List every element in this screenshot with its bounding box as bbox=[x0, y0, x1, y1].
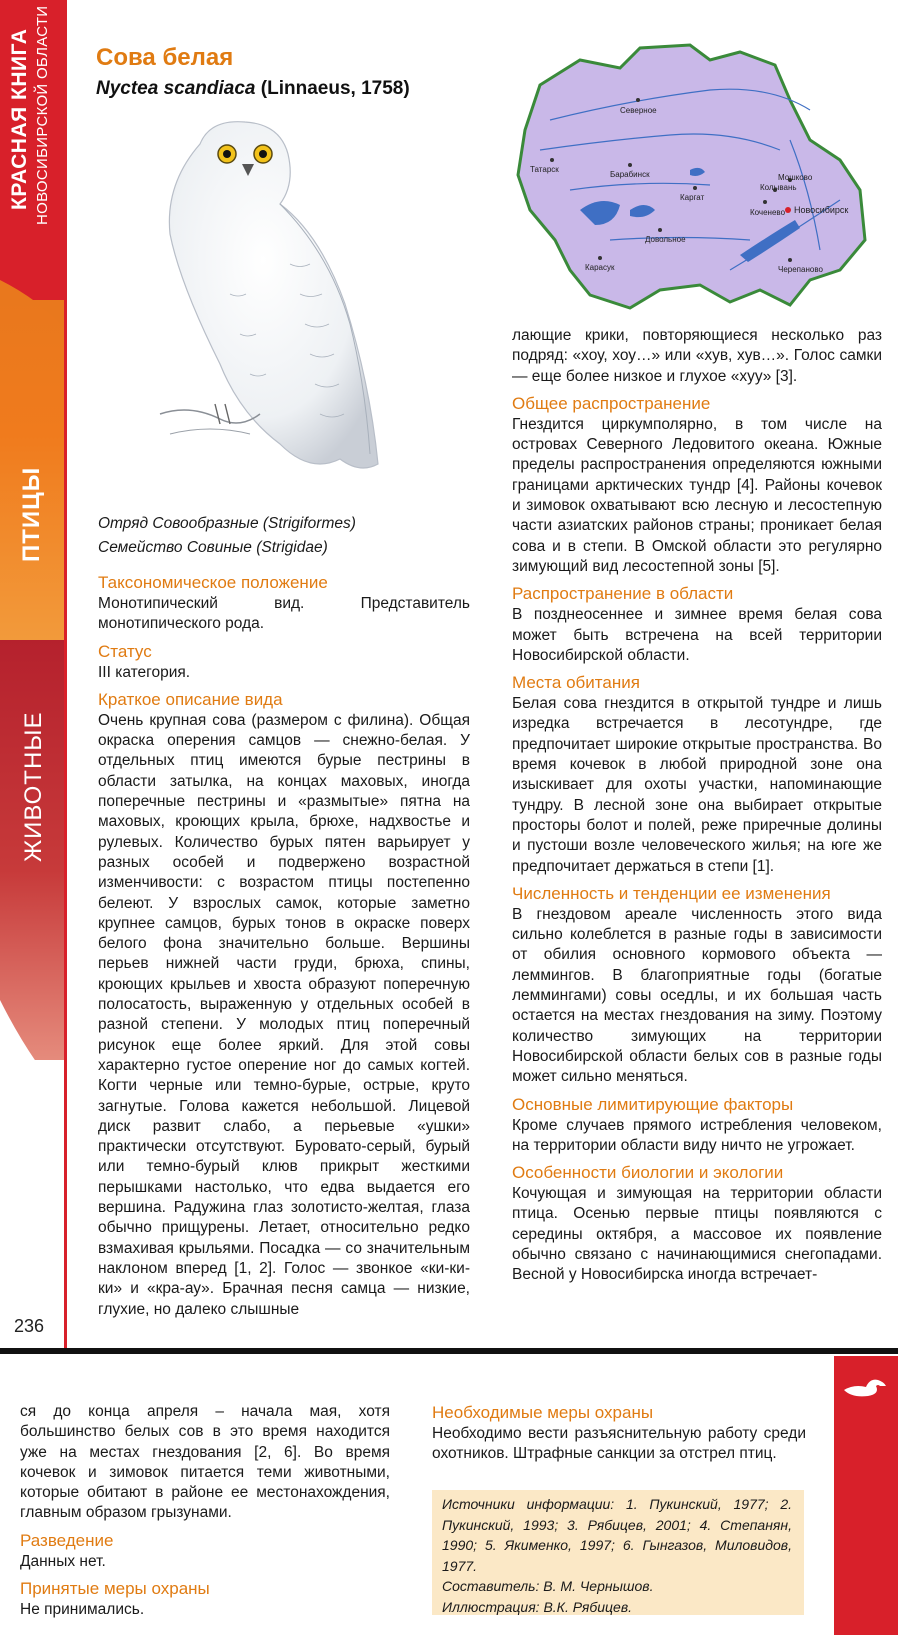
duck-icon bbox=[840, 1374, 890, 1398]
map-label-dovolnoe: Довольное bbox=[645, 235, 686, 244]
section-heading: Необходимые меры охраны bbox=[432, 1403, 654, 1422]
sources-text: Источники информации: 1. Пукинский, 1977; 2. Пукинский, 1993; 3. Рябицев, 2001; 4. Степанян, 1990; 5. Якименко, 1997; 6. Гынгазов, Миловидов, 1977. bbox=[442, 1496, 792, 1574]
sidebar bbox=[0, 0, 66, 1350]
section-heading: Численность и тенденции ее изменения bbox=[512, 883, 831, 903]
sidebar-divider bbox=[64, 0, 67, 1350]
section-text: Монотипический вид. Представитель монотипического рода. bbox=[98, 595, 470, 633]
section-heading: Статус bbox=[98, 641, 152, 661]
section-text: Гнездится циркумполярно, в том числе на островах Северного Ледовитого океана. Южные пределы распространения определяются южными границами арктических тундр [4]. Районы кочевок и зимовок охватывают всю лесную и лесостепную части азиатских районов страны; проникает белая сова и в степи. В Омской области это регулярно зимующий вид лесостепной зоны [5]. bbox=[512, 415, 882, 575]
sidebar-red-book: КРАСНАЯ КНИГА bbox=[8, 28, 31, 210]
continued-text: лающие крики, повторяющиеся несколько раз подряд: «хоу, хоу…» или «хув, хув…». Голос самки — еще более низкое и глухое «хуу» [3]. bbox=[512, 327, 882, 385]
section-text: Не принимались. bbox=[20, 1601, 145, 1619]
sidebar-birds: ПТИЦЫ bbox=[18, 466, 45, 562]
sidebar-animals: ЖИВОТНЫЕ bbox=[20, 711, 47, 862]
section-text: Кочующая и зимующая на территории области птица. Осенью первые птицы появляются с середины октября, а массовое их появление обычно связано с начинающимися снегопадами. Весной у Новосибирска иногда встречает- bbox=[512, 1185, 882, 1284]
map-label-novosibirsk: Новосибирск bbox=[794, 205, 849, 215]
map-label-barabinsk: Барабинск bbox=[610, 170, 650, 179]
family: Семейство Совиные (Strigidae) bbox=[98, 539, 328, 556]
section-heading: Места обитания bbox=[512, 673, 640, 693]
bottom-left-column bbox=[20, 1402, 390, 1626]
latin-genus: Nyctea scandiaca bbox=[96, 78, 256, 99]
section-text: Кроме случаев прямого истребления человеком, на территории области виду ничто не угрожает. bbox=[512, 1116, 882, 1154]
section-heading: Краткое описание вида bbox=[98, 689, 283, 709]
map-label-kargat: Каргат bbox=[680, 193, 705, 202]
map-label-kolyvan: Колывань bbox=[760, 183, 797, 192]
section-heading: Разведение bbox=[20, 1530, 114, 1550]
bottom-right-column bbox=[432, 1402, 806, 1471]
page-number: 236 bbox=[14, 1316, 45, 1336]
compiler: Составитель: В. М. Чернышов. bbox=[442, 1578, 654, 1594]
section-text: Необходимо вести разъяснительную работу среди охотников. Штрафные санкции за отстрел птиц. bbox=[432, 1425, 806, 1463]
illustrator: Иллюстрация: В.К. Рябицев. bbox=[442, 1598, 633, 1615]
map-label-kochenevo: Коченево bbox=[750, 208, 786, 217]
section-text: В позднеосеннее и зимнее время белая сова может быть встречена на всей территории Новосибирской области. bbox=[512, 606, 882, 664]
map-label-moshkovo: Мошково bbox=[778, 173, 813, 182]
map-label-tatarsk: Татарск bbox=[530, 165, 559, 174]
species-title: Сова белая bbox=[96, 44, 234, 71]
section-text: Белая сова гнездится в открытой тундре и лишь изредка встречается в лесотундре, где предпочитает широкие открытые пространства. Во время кочевок в любой природной зоне она изыскивает для охоты участки, напоминающие тундру. В лесной зоне она выбирает открытые просторы болот и полей, реже приречные долины и пустоши возле человеческого жилья; на юге же предпочитает держаться в степи [1]. bbox=[512, 695, 882, 875]
section-heading: Принятые меры охраны bbox=[20, 1579, 210, 1599]
section-text: III категория. bbox=[98, 663, 191, 681]
continued-text: ся до конца апреля – начала мая, хотя большинство белых сов в это время находится уже на местах гнездования [2, 6]. Во время кочевок и зимовок питается теми животными, которые обитают в районе ее местонахождения, главным образом грызунами. bbox=[20, 1403, 390, 1522]
left-column bbox=[98, 572, 470, 1326]
section-text: Данных нет. bbox=[20, 1552, 106, 1570]
section-text: Очень крупная сова (размером с филина). Общая окраска оперения самцов — снежно-белая. У отдельных птиц имеются бурые пестрины в области затылка, на концах маховых, иногда поперечные пестрины и «размытые» пятна на маховых, кроющих крыла, брюхе, надхвостье и рулевых. Количество бурых пятен варьирует у разных особей и подвержено возрастной изменчивости: с возрастом птицы постепенно белеют. У взрослых самок, которые заметно крупнее самцов, бурых тонов в окраске поверх белого фона значительно больше. Вершины перьев нижней части груди, брюха, спины, кроющих крыльев и хвоста образуют поперечную полосатость, выраженную у отдельных особей в разной степени. У молодых птиц поперечный рисунок еще более яркий. Для этой совы характерно густое оперение ног до самых когтей. Когти черные или темно-бурые, острые, круто загнутые. Голова кажется небольшой. Лицевой диск развит слабо, а перьевые «ушки» практически отсутствуют. Буровато-серый, бурый или темно-бурый клюв прикрыт жесткими перышками настолько, что едва выдается его вершина. Радужина глаз золотисто-желтая, глаза обычно прищурены. Летает, относительно редко взмахивая крыльями. Посадка — со значительным наклоном вперед [1, 2]. Голос — звонкое «ки-ки-ки» и «кра-ау». Брачная песня самца — низкие, глухие, но далеко слышные bbox=[98, 711, 470, 1318]
section-heading: Таксономическое положение bbox=[98, 573, 328, 592]
map-label-cherepanovo: Черепаново bbox=[778, 265, 823, 274]
right-column bbox=[512, 326, 882, 1292]
section-heading: Общее распространение bbox=[512, 393, 711, 413]
map-label-karasuk: Карасук bbox=[585, 263, 615, 272]
latin-author: (Linnaeus, 1758) bbox=[255, 78, 410, 99]
section-heading: Распространение в области bbox=[512, 584, 734, 604]
snowy-owl-illustration bbox=[130, 114, 410, 504]
map-label-severnoe: Северное bbox=[620, 106, 657, 115]
sidebar-region: НОВОСИБИРСКОЙ ОБЛАСТИ bbox=[34, 5, 51, 225]
section-heading: Особенности биологии и экологии bbox=[512, 1163, 784, 1183]
section-text: В гнездовом ареале численность этого вида сильно колеблется в разные годы в зависимости от обилия основного кормового объекта — леммингов. В благоприятные годы (богатые леммингами) совы оседлы, и их большая часть остается на местах гнездования на зиму. Поэтому количество зимующих на территории Новосибирской области белых сов в разные годы может сильно меняться. bbox=[512, 905, 882, 1086]
classification bbox=[98, 512, 356, 560]
order: Отряд Совообразные (Strigiformes) bbox=[98, 515, 356, 532]
section-heading: Основные лимитирующие факторы bbox=[512, 1094, 794, 1114]
species-latin-name bbox=[96, 78, 410, 100]
distribution-map bbox=[510, 40, 880, 320]
sources-box bbox=[432, 1490, 804, 1615]
